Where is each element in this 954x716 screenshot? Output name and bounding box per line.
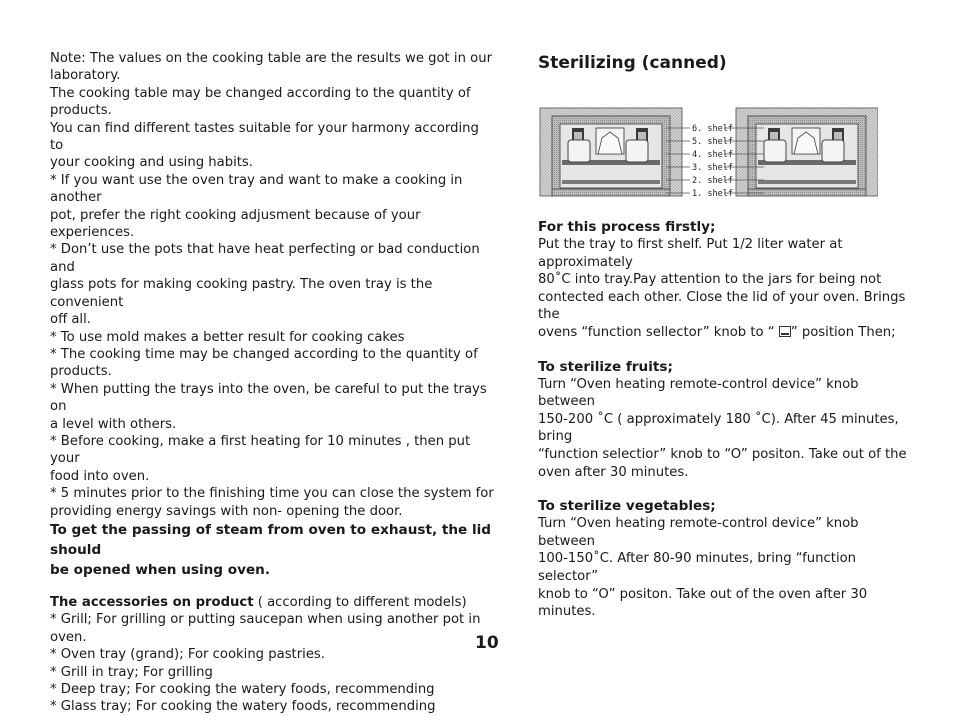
- shelf-label: 4. shelf: [692, 150, 733, 160]
- text-line: You can find different tastes suitable for your harmony according to: [50, 120, 479, 154]
- text-line: 100-150˚C. After 80-90 minutes, bring “function selector”: [538, 551, 857, 584]
- shelf-label: 3. shelf: [692, 163, 733, 173]
- page-number: 10: [475, 633, 499, 653]
- accessories-heading: [50, 594, 495, 611]
- first-process-section: [538, 218, 918, 342]
- text-line: a level with others.: [50, 416, 177, 432]
- shelf-labels: [692, 124, 733, 198]
- text-line: oven after 30 minutes.: [538, 464, 689, 480]
- text-line: Turn “Oven heating remote-control device” knob between: [538, 516, 859, 549]
- right-column: [538, 52, 918, 637]
- text-line: food into oven.: [50, 468, 150, 484]
- text-line: pot, prefer the right cooking adjusment because of your experiences.: [50, 207, 421, 241]
- oven-right: [736, 108, 878, 196]
- text-fragment: ovens “function sellector” knob to “: [538, 324, 779, 340]
- oven-illustration: [538, 80, 878, 198]
- text-line: “function selectior” knob to “O” positon. Take out of the: [538, 446, 907, 462]
- text-line: products.: [50, 364, 112, 380]
- text-line: your cooking and using habits.: [50, 155, 253, 171]
- shelf-label: 1. shelf: [692, 189, 733, 198]
- text-line: knob to “O” positon. Take out of the oven after 30 minutes.: [538, 586, 868, 620]
- accessory-item: * Glass tray; For cooking the watery foods, recommending: [50, 699, 436, 715]
- text-line: 150-200 ˚C ( approximately 180 ˚C). After 45 minutes, bring: [538, 411, 899, 445]
- text-line: contected each other. Close the lid of your oven. Brings the: [538, 289, 906, 323]
- accessory-item: * Grill; For grilling or putting saucepan when using another pot in oven.: [50, 612, 481, 645]
- fruits-heading: To sterilize fruits;: [538, 358, 673, 375]
- text-line: * If you want use the oven tray and want to make a cooking in another: [50, 172, 463, 206]
- spacer: [50, 580, 495, 594]
- section-title: Sterilizing (canned): [538, 53, 727, 73]
- accessories-note: ( according to different models): [253, 594, 467, 610]
- shelf-label: 5. shelf: [692, 137, 733, 147]
- fruits-section: [538, 358, 918, 482]
- text-line: off all.: [50, 312, 91, 328]
- steam-warning-line: To get the passing of steam from oven to exhaust, the lid should: [50, 521, 492, 558]
- oven-left: [540, 108, 682, 196]
- vegetables-section: [538, 497, 918, 621]
- left-column: [50, 50, 495, 716]
- text-fragment: ” position Then;: [790, 324, 896, 340]
- text-line: providing energy savings with non- opening the door.: [50, 503, 403, 519]
- text-line: Note: The values on the cooking table are the results we got in our: [50, 51, 492, 66]
- shelf-label: 2. shelf: [692, 176, 733, 186]
- text-line: [538, 324, 918, 342]
- shelf-label: 6. shelf: [692, 124, 733, 134]
- steam-warning-line: be opened when using oven.: [50, 561, 271, 578]
- bottom-heat-function-icon: [779, 326, 791, 337]
- text-line: * Don’t use the pots that have heat perfecting or bad conduction and: [50, 242, 480, 275]
- text-line: * 5 minutes prior to the finishing time you can close the system for: [50, 486, 494, 502]
- text-line: * Before cooking, make a first heating for 10 minutes , then put your: [50, 433, 471, 467]
- accessory-item: * Deep tray; For cooking the watery foods, recommending: [50, 682, 435, 697]
- text-line: Turn “Oven heating remote-control device” knob between: [538, 376, 859, 410]
- text-line: * To use mold makes a better result for cooking cakes: [50, 329, 405, 345]
- text-line: glass pots for making cooking pastry. The oven tray is the convenient: [50, 277, 433, 310]
- text-line: The cooking table may be changed according to the quantity of products.: [50, 85, 471, 119]
- vegetables-heading: To sterilize vegetables;: [538, 498, 716, 515]
- text-line: * When putting the trays into the oven, be careful to put the trays on: [50, 381, 487, 415]
- text-line: * The cooking time may be changed according to the quantity of: [50, 346, 478, 362]
- accessory-item: * Grill in tray; For grilling: [50, 664, 213, 680]
- accessories-title: The accessories on product: [50, 594, 254, 610]
- oven-shelf-diagram: [538, 80, 878, 198]
- text-line: Put the tray to first shelf. Put 1/2 liter water at approximately: [538, 237, 843, 270]
- text-line: laboratory.: [50, 68, 121, 84]
- text-line: 80˚C into tray.Pay attention to the jars for being not: [538, 272, 882, 288]
- accessory-item: * Oven tray (grand); For cooking pastries.: [50, 647, 325, 663]
- first-process-heading: For this process firstly;: [538, 219, 716, 235]
